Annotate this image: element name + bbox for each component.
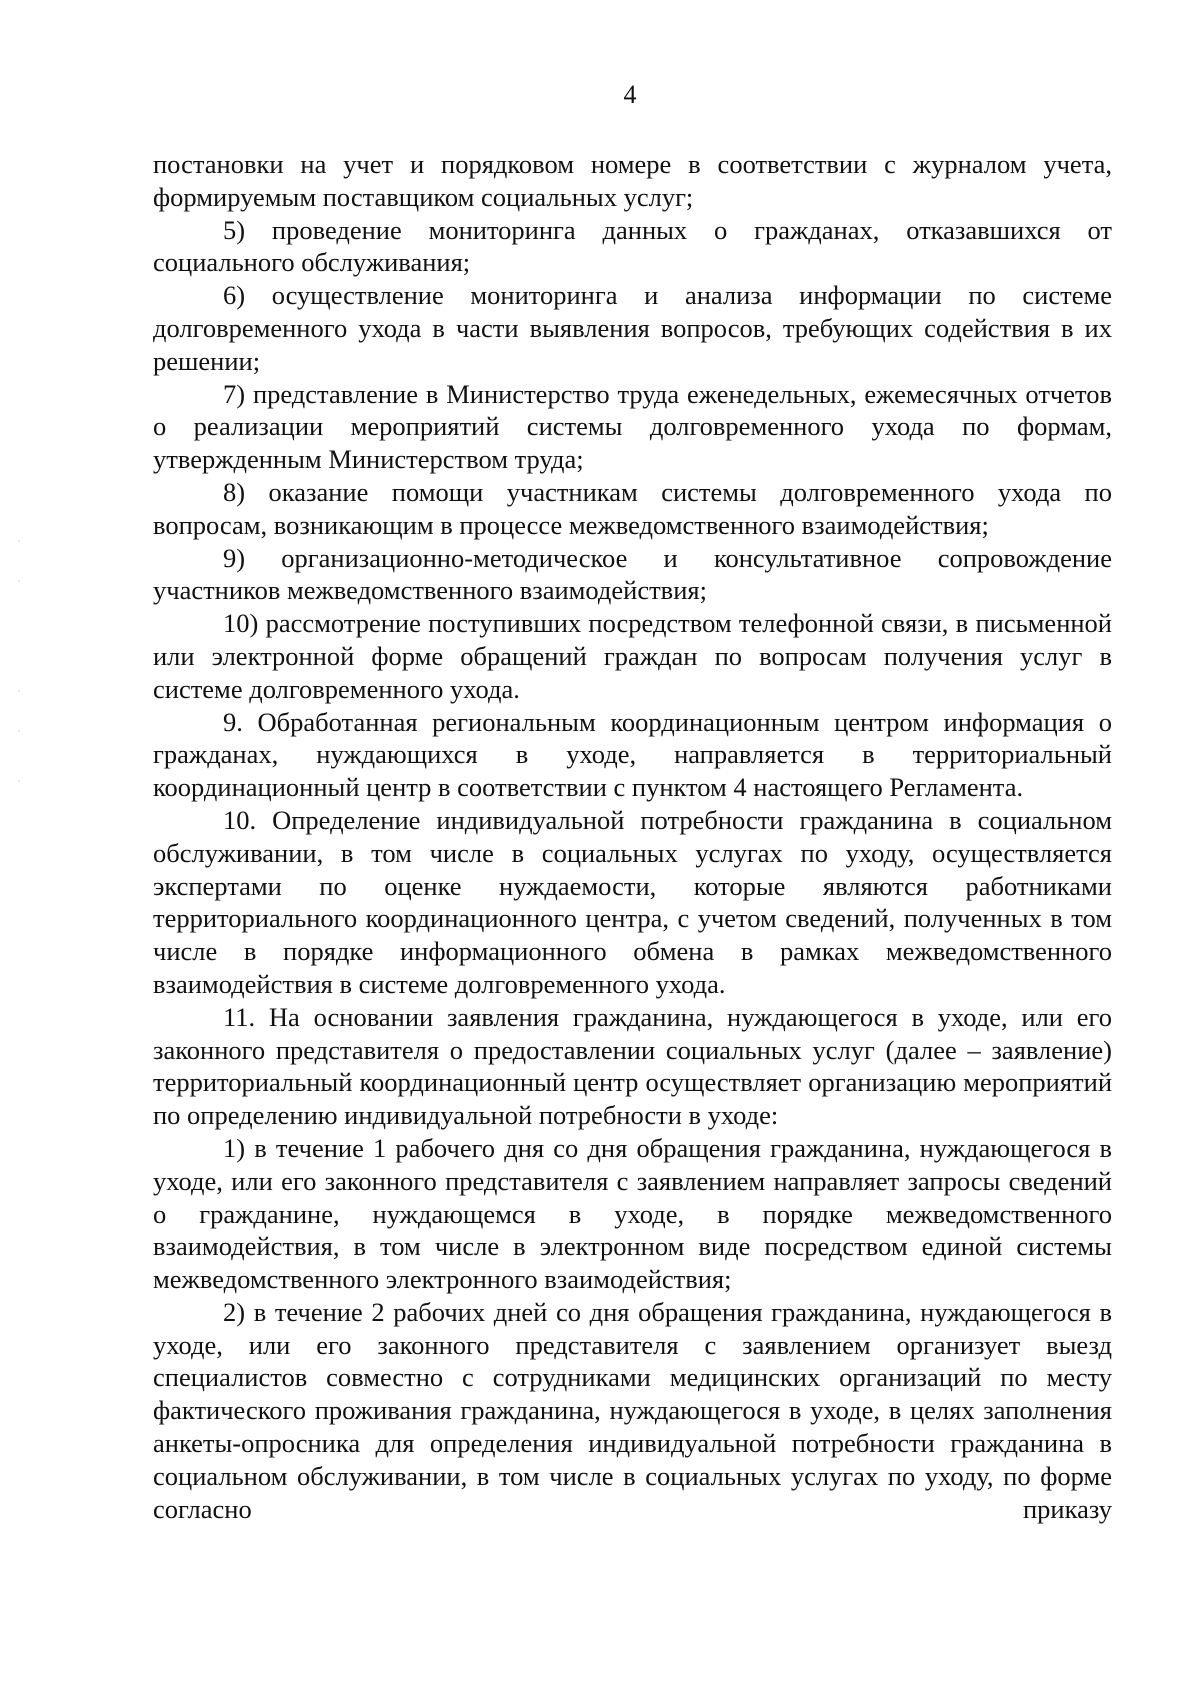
section-11-item-2: 2) в течение 2 рабочих дней со дня обращения гражданина, нуждающегося в уходе, или его законного представителя с заявлением организует выезд специалистов совместно с сотрудниками медицинских организаций по месту фактического проживания гражданина, нуждающегося в уходе, в целях заполнения анкеты-опросника для определения индивидуальной потребности гражданина в социальном обслуживании, в том числе в социальных услугах по уходу, по форме согласно приказу xyxy=(153,1296,1112,1524)
list-item-7: 7) представление в Министерство труда еженедельных, ежемесячных отчетов о реализации мероприятий системы долговременного ухода по формам, утвержденным Министерством труда; xyxy=(153,378,1112,475)
page-number: 4 xyxy=(623,80,637,109)
scan-artifact xyxy=(18,540,24,920)
section-11: 11. На основании заявления гражданина, нуждающегося в уходе, или его законного представителя о предоставлении социальных услуг (далее – заявление) территориальный координационный центр осуществляет организацию мероприятий по определению индивидуальной потребности в уходе: xyxy=(153,1001,1112,1131)
section-10: 10. Определение индивидуальной потребности гражданина в социальном обслуживании, в том числе в социальных услугах по уходу, осуществляется экспертами по оценке нуждаемости, которые являются работниками территориального координационного центра, с учетом сведений, полученных в том числе в порядке информационного обмена в рамках межведомственного взаимодействия в системе долговременного ухода. xyxy=(153,804,1112,999)
list-item-10: 10) рассмотрение поступивших посредством телефонной связи, в письменной или электронной форме обращений граждан по вопросам получения услуг в системе долговременного ухода. xyxy=(153,608,1112,704)
section-11-item-1: 1) в течение 1 рабочего дня со дня обращения гражданина, нуждающегося в уходе, или его законного представителя с заявлением направляет запросы сведений о гражданине, нуждающемся в уходе, в порядке межведомственного взаимодействия, в том числе в электронном виде посредством единой системы межведомственного электронного взаимодействия; xyxy=(153,1132,1112,1295)
document-body xyxy=(153,148,1112,1525)
list-item-8: 8) оказание помощи участникам системы долговременного ухода по вопросам, возникающим в процессе межведомственного взаимодействия; xyxy=(153,476,1112,540)
paragraph-continuation: постановки на учет и порядковом номере в соответствии с журналом учета, формируемым поставщиком социальных услуг; xyxy=(153,149,1112,212)
list-item-9: 9) организационно-методическое и консультативное сопровождение участников межведомственного взаимодействия; xyxy=(153,542,1112,606)
list-item-5: 5) проведение мониторинга данных о гражданах, отказавшихся от социального обслуживания; xyxy=(153,214,1112,278)
list-item-6: 6) осуществление мониторинга и анализа информации по системе долговременного ухода в части выявления вопросов, требующих содействия в их решении; xyxy=(153,280,1112,376)
section-9: 9. Обработанная региональным координационным центром информация о гражданах, нуждающихся в уходе, направляется в территориальный координационный центр в соответствии с пунктом 4 настоящего Регламента. xyxy=(153,706,1112,803)
